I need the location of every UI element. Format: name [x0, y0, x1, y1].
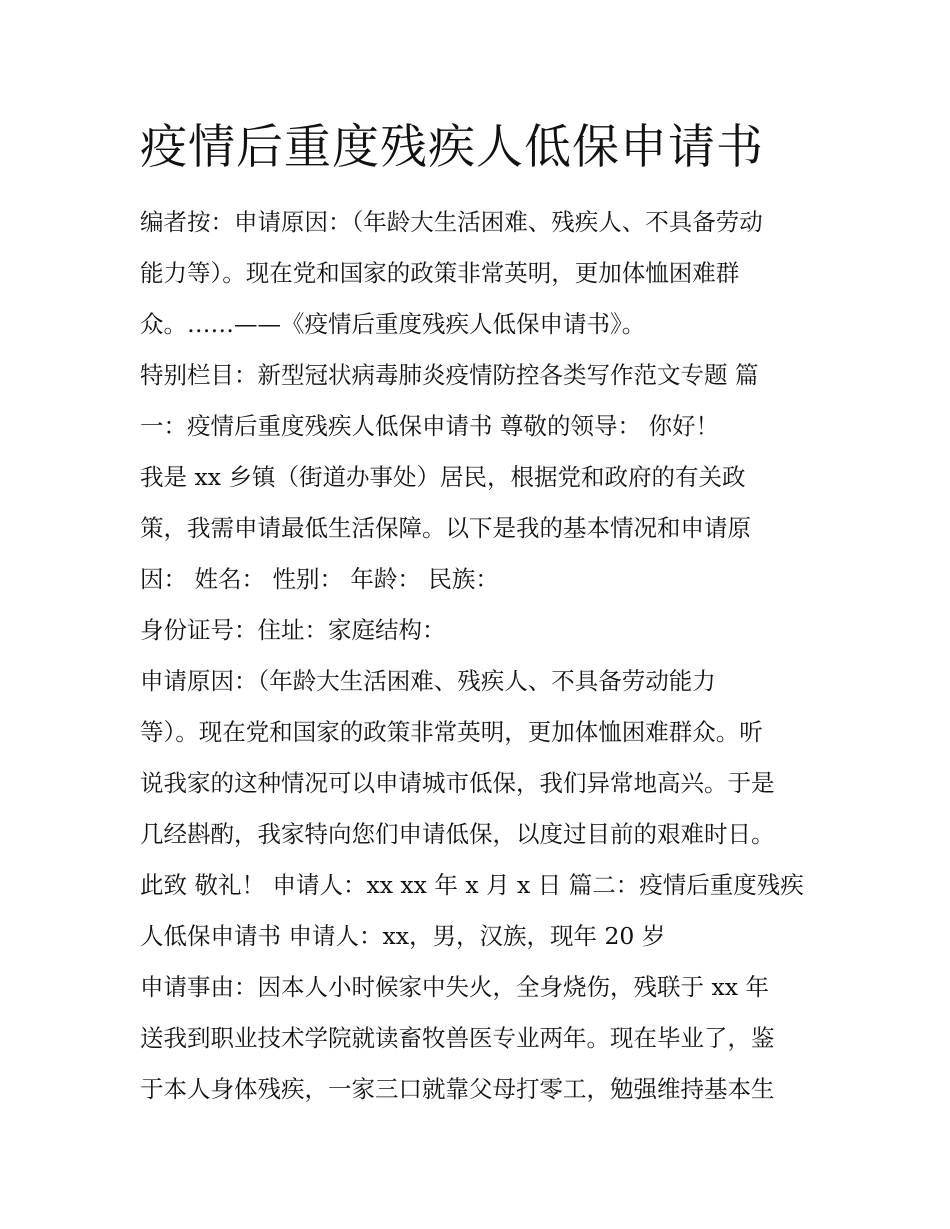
body-line: 几经斟酌，我家特向您们申请低保，以度过目前的艰难时日。	[140, 820, 775, 848]
body-line: 众。……——《疫情后重度残疾人低保申请书》。	[140, 310, 646, 338]
body-line: 说我家的这种情况可以申请城市低保，我们异常地高兴。于是	[140, 769, 775, 797]
body-line: 策，我需申请最低生活保障。以下是我的基本情况和申请原	[140, 514, 751, 542]
body-line: 于本人身体残疾，一家三口就靠父母打零工，勉强维持基本生	[140, 1075, 775, 1103]
body-line: 特别栏目：新型冠状病毒肺炎疫情防控各类写作范文专题 篇	[140, 361, 759, 389]
body-line: 身份证号：住址：家庭结构：	[140, 616, 446, 644]
document-title: 疫情后重度残疾人低保申请书	[140, 120, 764, 175]
body-line: 此致 敬礼！ 申请人：xx xx 年 x 月 x 日 篇二：疫情后重度残疾	[140, 871, 804, 899]
body-line: 一：疫情后重度残疾人低保申请书 尊敬的领导： 你好！	[140, 412, 719, 440]
body-line: 申请事由：因本人小时候家中失火，全身烧伤，残联于 xx 年	[140, 973, 769, 1001]
body-line: 编者按：申请原因：（年龄大生活困难、残疾人、不具备劳动	[140, 208, 763, 236]
body-line: 人低保申请书 申请人：xx，男，汉族，现年 20 岁	[140, 922, 666, 950]
body-line: 能力等）。现在党和国家的政策非常英明，更加体恤困难群	[140, 259, 740, 287]
body-line: 申请原因：（年龄大生活困难、残疾人、不具备劳动能力	[140, 667, 716, 695]
body-line: 等）。现在党和国家的政策非常英明，更加体恤困难群众。听	[140, 718, 763, 746]
body-line: 送我到职业技术学院就读畜牧兽医专业两年。现在毕业了，鉴	[140, 1024, 775, 1052]
body-line: 我是 xx 乡镇（街道办事处）居民，根据党和政府的有关政	[140, 463, 746, 491]
document-body	[140, 197, 820, 1115]
body-line: 因： 姓名： 性别： 年龄： 民族：	[140, 565, 499, 593]
